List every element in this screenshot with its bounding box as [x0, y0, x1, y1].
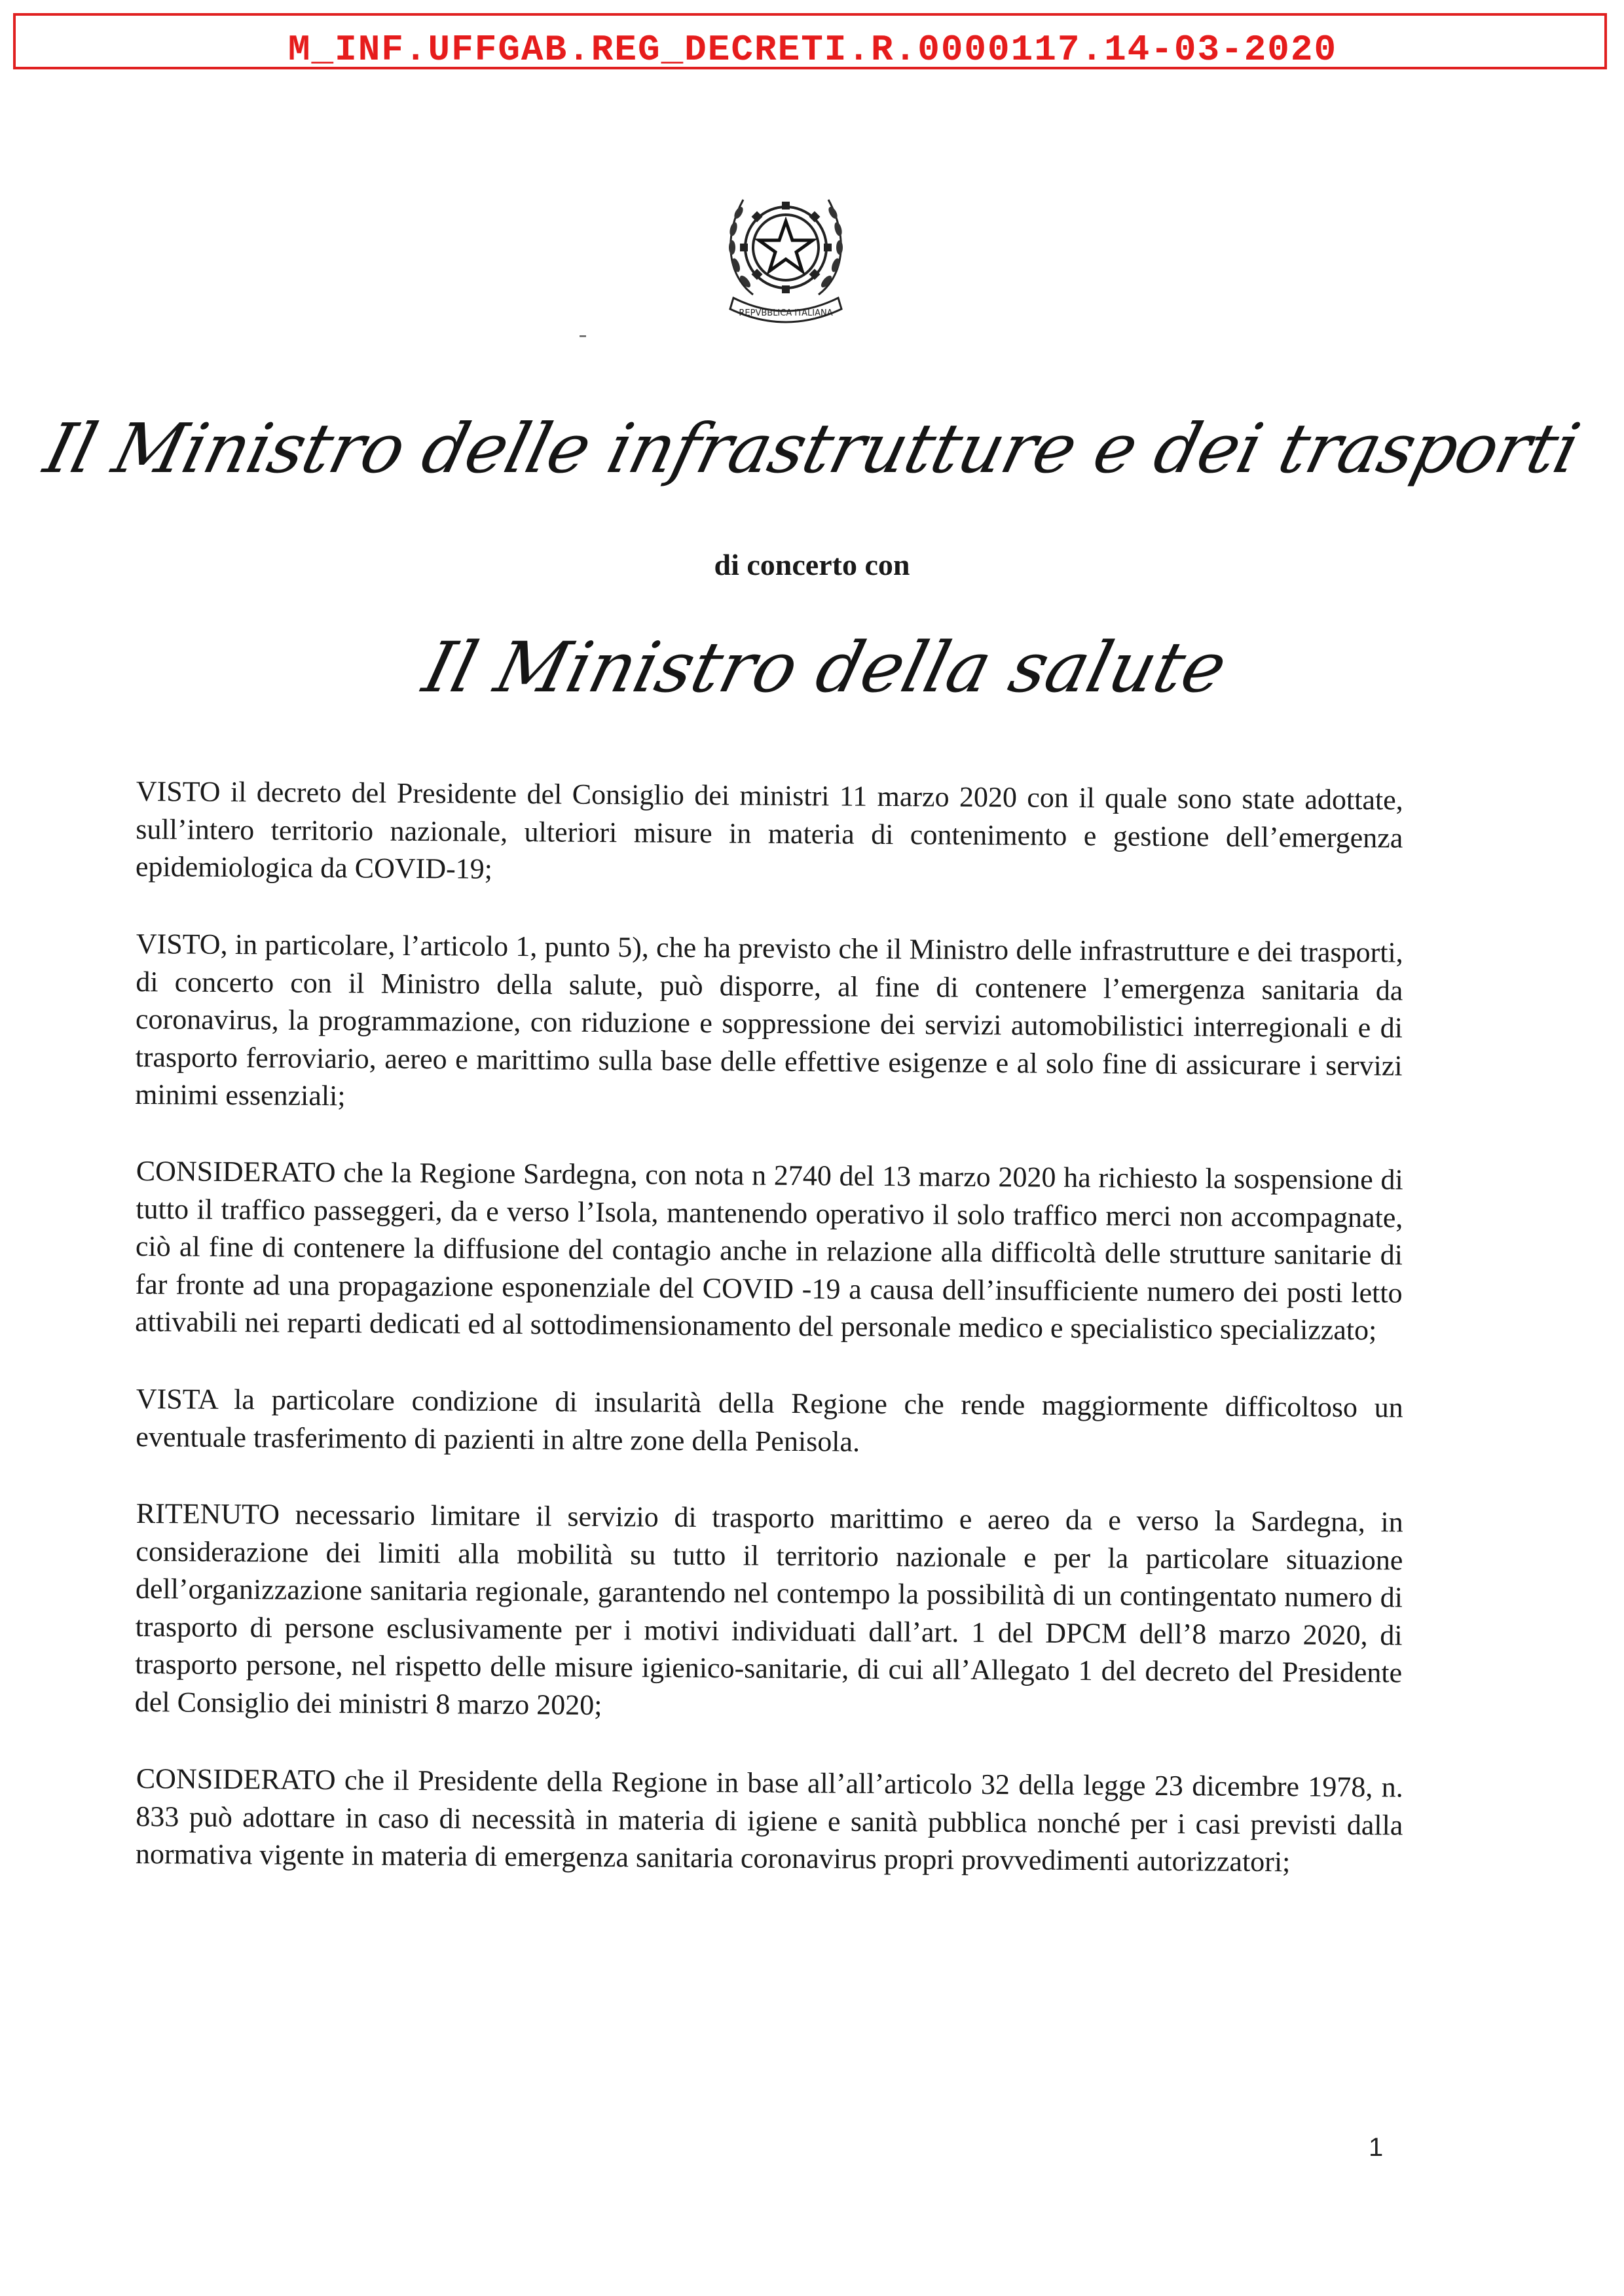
paragraph-visto-articolo: VISTO, in particolare, l’articolo 1, punto 5), che ha previsto che il Ministro delle infrastrutture e dei trasporti, di concerto con il Ministro della salute, può disporre, al fine di contenere l’emergenza sanitaria da coronavirus, la programmazione, con riduzione e soppressione dei servizi automobilistici interregionali e di trasporto ferroviario, aereo e marittimo sulla base delle effettive esigenze e al solo fine di assicurare i servizi minimi essenziali;	[135, 927, 1403, 1112]
protocol-stamp-box	[13, 13, 1607, 69]
repubblica-italiana-emblem-icon	[707, 164, 864, 334]
page-number: 1	[1369, 2133, 1384, 2162]
protocol-stamp: M_INF.UFFGAB.REG_DECRETI.R.0000117.14-03-2020	[287, 29, 1338, 71]
decree-body	[136, 773, 1403, 1912]
scan-mark	[580, 335, 586, 337]
paragraph-vista-insularita: VISTA la particolare condizione di insularità della Regione che rende maggiormente difficoltoso un eventuale trasferimento di pazienti in altre zone della Penisola.	[136, 1382, 1403, 1457]
paragraph-considerato-sardegna: CONSIDERATO che la Regione Sardegna, con nota n 2740 del 13 marzo 2020 ha richiesto la sospensione di tutto il traffico passeggeri, da e verso l’Isola, mantenendo operativo il solo traffico merci non accompagnate, ciò al fine di contenere la diffusione del contagio anche in relazione alla difficoltà delle strutture sanitarie di far fronte ad una propagazione esponenziale del COVID -19 a causa dell’insufficiente numero dei posti letto attivabili nei reparti dedicati ed al sottodimensionamento del personale medico e specialistico specializzato;	[135, 1154, 1403, 1347]
minister-title-transport: Il Ministro delle infrastrutture e dei trasporti	[37, 409, 1587, 488]
emblem-inscription: REPVBBLICA ITALIANA	[739, 308, 833, 318]
minister-title-health: Il Ministro della salute	[415, 627, 1235, 708]
paragraph-visto-dpcm: VISTO il decreto del Presidente del Consiglio dei ministri 11 marzo 2020 con il quale sono state adottate, sull’intero territorio nazionale, ulteriori misure in materia di contenimento e gestione dell’emergenza epidemiologica da COVID-19;	[135, 774, 1403, 885]
paragraph-ritenuto: RITENUTO necessario limitare il servizio di trasporto marittimo e aereo da e verso la Sardegna, in considerazione dei limiti alla mobilità su tutto il territorio nazionale e per la particolare situazione dell’organizzazione sanitaria regionale, garantendo nel contempo la possibilità di un contingentato numero di trasporto di persone esclusivamente per i motivi individuati dall’art. 1 del DPCM dell’8 marzo 2020, di trasporto persone, nel rispetto delle misure igienico-sanitarie, di cui all’Allegato 1 del decreto del Presidente del Consiglio dei ministri 8 marzo 2020;	[134, 1497, 1403, 1721]
concerto-label: di concerto con	[714, 548, 910, 581]
paragraph-considerato-presidente: CONSIDERATO che il Presidente della Regione in base all’all’articolo 32 della legge 23 dicembre 1978, n. 833 può adottare in caso di necessità in materia di igiene e sanità pubblica nonché per i casi previsti dalla normativa vigente in materia di emergenza sanitaria coronavirus propri provvedimenti autorizzatori;	[135, 1762, 1403, 1878]
